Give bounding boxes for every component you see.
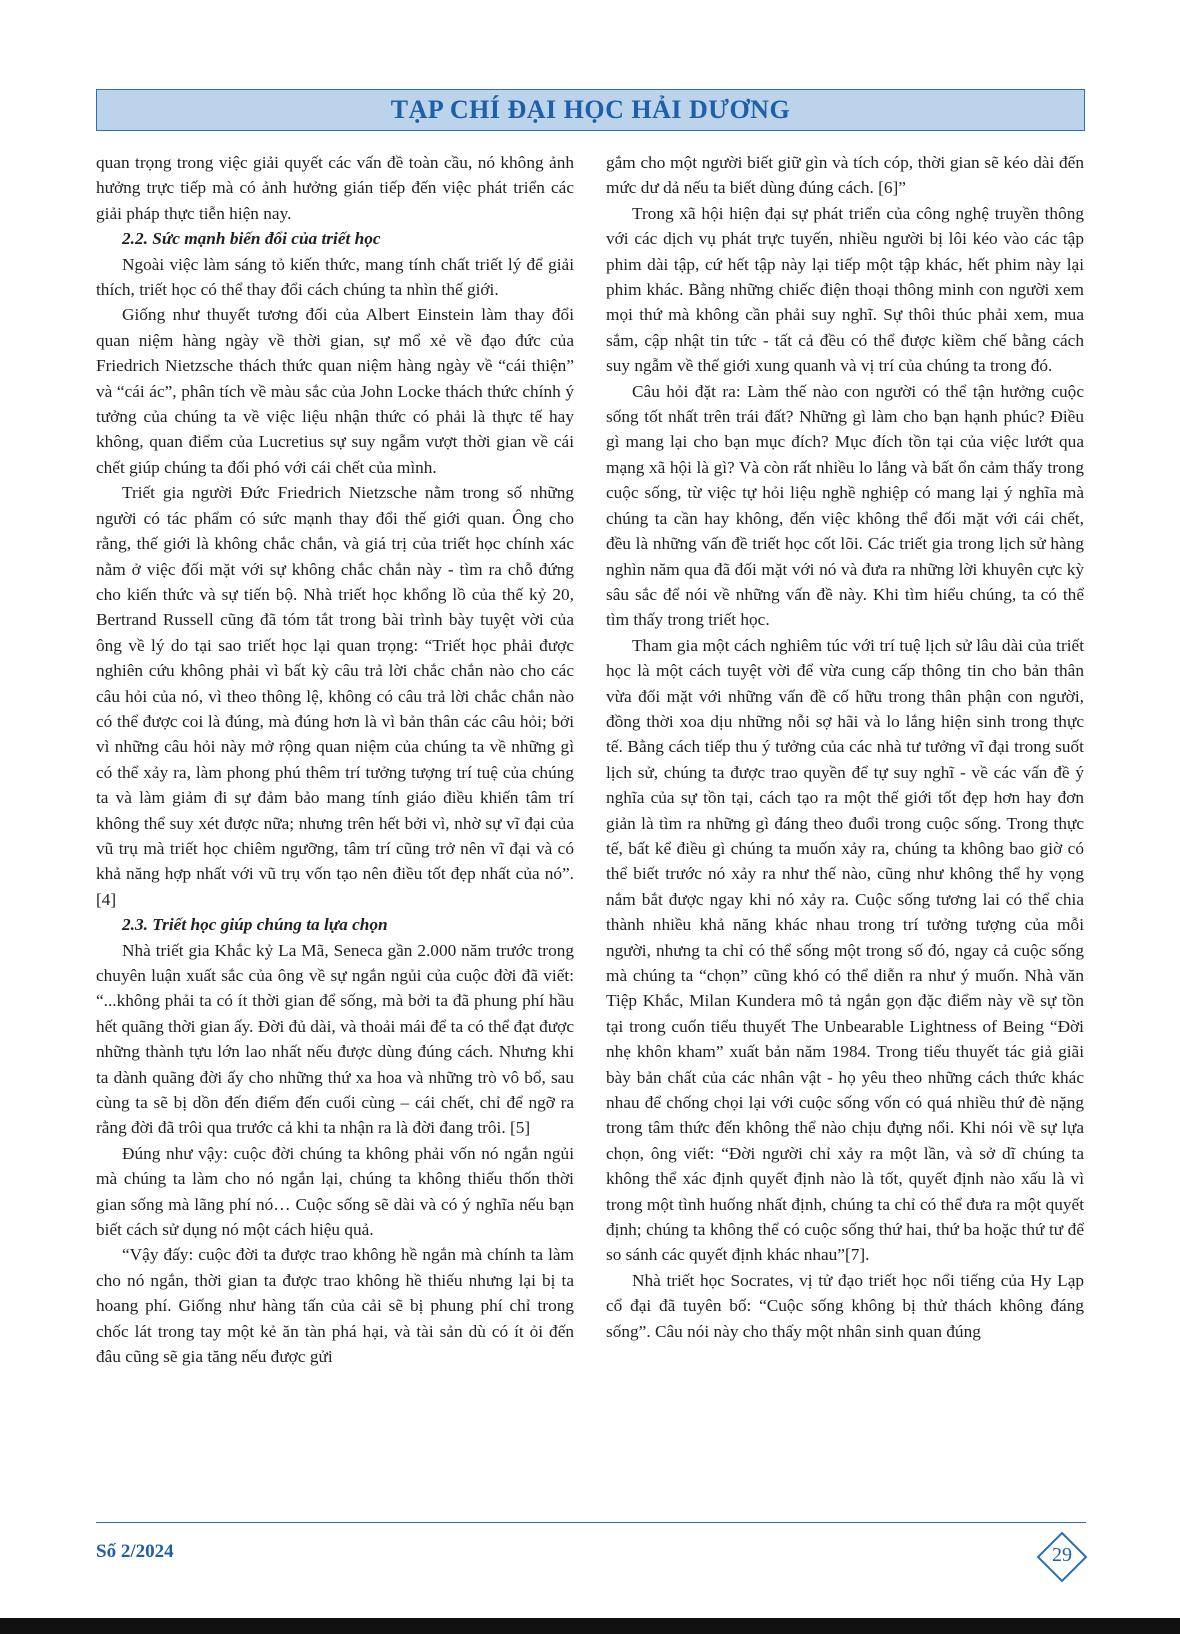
left-column — [96, 150, 574, 1370]
right-paragraph: Câu hỏi đặt ra: Làm thế nào con người có thể tận hưởng cuộc sống tốt nhất trên trái đất? Những gì làm cho bạn hạnh phúc? Điều gì mang lại cho bạn mục đích? Mục đích tồn tại của việc lướt qua mạng xã hội là gì? Và còn rất nhiều lo lắng và bất ổn cảm thấy trong cuộc sống, từ việc tự hỏi liệu nghề nghiệp có mang lại ý nghĩa mà chúng ta cần hay không, đến việc không thể đối mặt với cái chết, đều là những vấn đề triết học cốt lõi. Các triết gia trong lịch sử hàng nghìn năm qua đã đối mặt với nó và đưa ra những lời khuyên cực kỳ sâu sắc để nói về những vấn đề này. Khi tìm hiểu chúng, ta có thể tìm thấy trong triết học. — [606, 381, 1084, 630]
page-number: 29 — [1052, 1544, 1072, 1566]
right-column — [606, 150, 1084, 1344]
footer-divider — [96, 1522, 1086, 1523]
left-paragraph: Giống như thuyết tương đối của Albert Einstein làm thay đổi quan niệm hàng ngày về thời gian, sự mổ xẻ về đạo đức của Friedrich Nietzsche thách thức quan niệm hàng ngày về “cái thiện” và “cái ác”, phân tích về màu sắc của John Locke thách thức chính ý tưởng của chúng ta về việc liệu nhận thức có phải là thực tế hay không, quan điểm của Lucretius sự suy ngẫm vượt thời gian về cái chết giúp chúng ta đối phó với cái chết của mình. — [96, 305, 574, 477]
right-paragraph: Trong xã hội hiện đại sự phát triển của công nghệ truyền thông với các dịch vụ phát trực tuyến, nhiều người bị lôi kéo vào các tập phim dài tập, cứ hết tập này lại tiếp một tập khác, hết phim này lại phim khác. Bằng những chiếc điện thoại thông minh con người xem mọi thứ mà không cần phải suy nghĩ. Sự thôi thúc phải xem, mua sắm, cập nhật tin tức - tất cả đều có thể được kiềm chế bằng cách suy ngẫm về thế giới xung quanh và vị trí của chúng ta trong đó. — [606, 203, 1084, 376]
left-paragraph: Ngoài việc làm sáng tỏ kiến thức, mang tính chất triết lý để giải thích, triết học có thể thay đổi cách chúng ta nhìn thế giới. — [96, 254, 574, 300]
left-paragraph: Nhà triết gia Khắc kỷ La Mã, Seneca gần 2.000 năm trước trong chuyên luận xuất sắc của ông về sự ngắn ngủi của cuộc đời đã viết: “...không phải ta có ít thời gian để sống, mà bởi ta đã phung phí hầu hết quãng thời gian ấy. Đời đủ dài, và thoải mái để ta có thể đạt được những thành tựu lớn lao nhất nếu được dùng đúng cách. Nhưng khi ta dành quãng đời ấy cho những thứ xa hoa và những trò vô bổ, sau cùng ta sẽ bị dồn đến điểm đến cuối cùng – cái chết, chỉ để ngỡ ra rằng đời đã trôi qua trước cả khi ta nhận ra là đời đang trôi. [5] — [96, 940, 574, 1138]
right-paragraph: Tham gia một cách nghiêm túc với trí tuệ lịch sử lâu dài của triết học là một cách tuyệt vời để vừa cung cấp thông tin cho bản thân vừa đối mặt với những vấn đề cố hữu trong thân phận con người, đồng thời xoa dịu những nỗi sợ hãi và lo lắng hiện sinh trong thực tế. Bằng cách tiếp thu ý tưởng của các nhà tư tưởng vĩ đại trong suốt lịch sử, chúng ta được trao quyền để tự suy nghĩ - về các vấn đề ý nghĩa của sự tồn tại, cách tạo ra một thế giới tốt đẹp hơn hay đơn giản là tìm ra những gì đáng theo đuổi trong cuộc sống. Trong thực tế, bất kể điều gì chúng ta muốn xảy ra, chúng ta không bao giờ có thể biết trước nó xảy ra như thế nào, cũng như không thể hy vọng nắm bắt được ngay khi nó xảy ra. Cuộc sống tương lai có thể chia thành nhiều khả năng khác nhau trong trí tưởng tượng của mỗi người, nhưng ta chỉ có thể sống một trong số đó, ngay cả cuộc sống mà chúng ta “chọn” cũng khó có thể diễn ra như ý muốn. Nhà văn Tiệp Khắc, Milan Kundera mô tả ngắn gọn đặc điểm này về sự tồn tại trong cuốn tiểu thuyết The Unbearable Lightness of Being “Đời nhẹ khôn kham” xuất bản năm 1984. Trong tiểu thuyết tác giả giãi bày bản chất của các nhân vật - họ yêu theo những cách thức khác nhau để chống chọi lại với cuộc sống vốn có quá nhiều thứ đè nặng trong tâm thức đến không thể nào chịu đựng nổi. Khi nói về sự lựa chọn, ông viết: “Đời người chỉ xảy ra một lần, và sở dĩ chúng ta không thể xác định quyết định nào là tốt, quyết định nào xấu là vì trong một tình huống nhất định, chúng ta chỉ có thể đưa ra một quyết định; chúng ta không thể có cuộc sống thứ hai, thứ ba hoặc thứ tư để so sánh các quyết định khác nhau”[7]. — [606, 635, 1084, 1265]
right-paragraph: Nhà triết học Socrates, vị tử đạo triết học nổi tiếng của Hy Lạp cổ đại đã tuyên bố: “Cuộc sống không bị thử thách không đáng sống”. Câu nói này cho thấy một nhân sinh quan đúng — [606, 1270, 1084, 1341]
section-heading: 2.2. Sức mạnh biến đổi của triết học — [122, 229, 381, 249]
left-paragraph: “Vậy đấy: cuộc đời ta được trao không hề ngắn mà chính ta làm cho nó ngắn, thời gian ta được trao không hề thiếu nhưng lại bị ta hoang phí. Giống như hàng tấn của cải sẽ bị phung phí chỉ trong chốc lát trong tay một kẻ ăn tàn phá hại, và tài sản dù có ít ỏi đến đâu cũng sẽ gia tăng nếu được gửi — [96, 1245, 574, 1367]
journal-title: TẠP CHÍ ĐẠI HỌC HẢI DƯƠNG — [390, 95, 791, 124]
journal-header-band — [96, 89, 1085, 131]
section-heading: 2.3. Triết học giúp chúng ta lựa chọn — [122, 915, 388, 935]
left-paragraph: quan trọng trong việc giải quyết các vấn đề toàn cầu, nó không ảnh hưởng trực tiếp mà có ảnh hưởng gián tiếp đến việc phát triển các giải pháp thực tiễn hiện nay. — [96, 153, 574, 223]
right-paragraph: gắm cho một người biết giữ gìn và tích cóp, thời gian sẽ kéo dài đến mức dư dả nếu ta biết dùng đúng cách. [6]” — [606, 153, 1084, 198]
bottom-edge-bar — [0, 1618, 1180, 1634]
left-paragraph: Đúng như vậy: cuộc đời chúng ta không phải vốn nó ngắn ngủi mà chúng ta làm cho nó ngắn lại, chúng ta không thiếu thốn thời gian sống mà lãng phí nó… Cuộc sống sẽ dài và có ý nghĩa nếu bạn biết cách sử dụng nó một cách hiệu quả. — [96, 1143, 574, 1240]
left-paragraph: Triết gia người Đức Friedrich Nietzsche nằm trong số những người có tác phẩm có sức mạnh thay đổi thế giới quan. Ông cho rằng, thế giới là không chắc chắn, và giá trị của triết học chính xác nằm ở việc đối mặt với sự không chắc chắn này - tìm ra chỗ đứng cho kiến thức và sự tiến bộ. Nhà triết học khổng lồ của thế kỷ 20, Bertrand Russell cũng đã tóm tắt trong bài trình bày tuyệt vời của ông về lý do tại sao triết học lại quan trọng: “Triết học phải được nghiên cứu không phải vì bất kỳ câu trả lời chắc chắn nào cho các câu hỏi của nó, vì theo thông lệ, không có câu trả lời chắc chắn nào có thể được coi là đúng, mà đúng hơn là vì bản thân các câu hỏi; bởi vì những câu hỏi này mở rộng quan niệm của chúng ta về những gì có thể xảy ra, làm phong phú thêm trí tưởng tượng trí tuệ của chúng ta và làm giảm đi sự đảm bảo mang tính giáo điều khiến tâm trí không thể suy xét được nữa; nhưng trên hết bởi vì, nhờ sự vĩ đại của vũ trụ mà triết học chiêm ngưỡng, tâm trí cũng trở nên vĩ đại và có khả năng hợp nhất với vũ trụ vốn tạo nên điều tốt đẹp nhất của nó”.[4] — [96, 483, 574, 909]
issue-label: Số 2/2024 — [96, 1541, 174, 1562]
